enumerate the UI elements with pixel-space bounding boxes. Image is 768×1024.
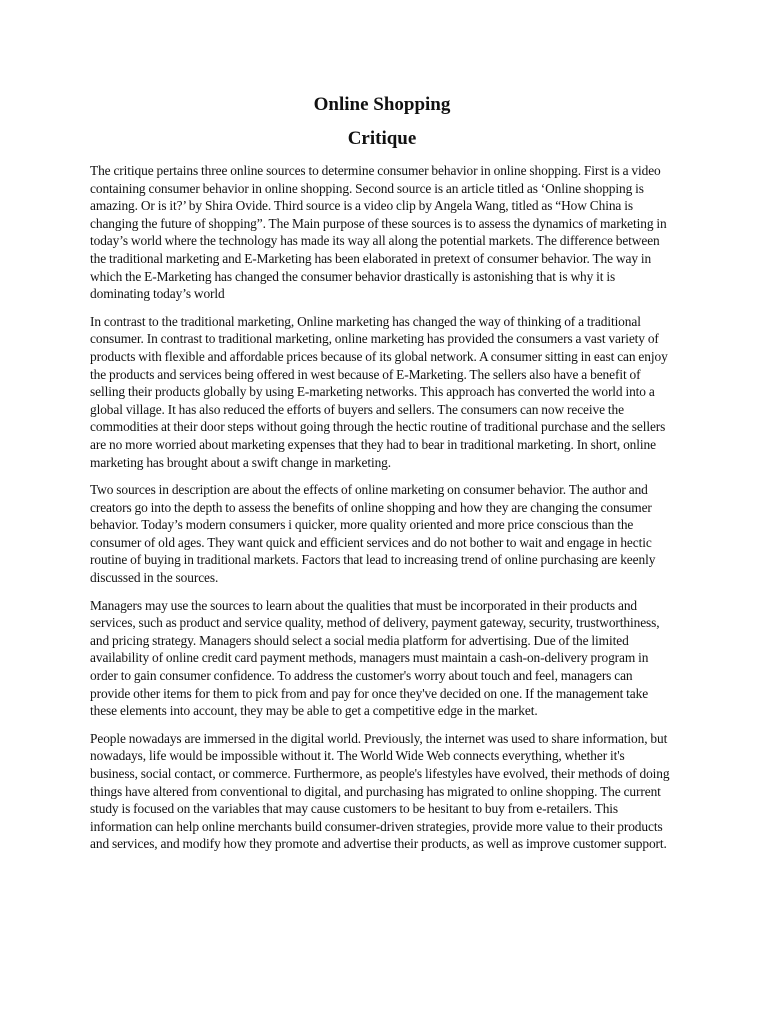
paragraph-1: The critique pertains three online sources to determine consumer behavior in online shopping. First is a video containing consumer behavior in online shopping. Second source is an article titled as ‘Online shopping is amazing. Or is it?’ by Shira Ovide. Third source is a video clip by Angela Wang, titled as “How China is changing the future of shopping”. The Main purpose of these sources is to assess the dynamics of marketing in today’s world where the technology has made its way all along the potential markets. The difference between the traditional marketing and E-Marketing has been elaborated in pretext of consumer behavior. The way in which the E-Marketing has changed the consumer behavior drastically is astonishing that is why it is dominating today’s world [90, 163, 667, 302]
document-title: Online Shopping [313, 94, 451, 115]
paragraph-4: Managers may use the sources to learn about the qualities that must be incorporated in their products and services, such as product and service quality, method of delivery, payment gateway, security, trustworthiness, and pricing strategy. Managers should select a social media platform for advertising. Due of the limited availability of online credit card payment methods, managers must maintain a cash-on-delivery program in order to gain consumer confidence. To address the customer's worry about touch and feel, managers can provide other items for them to pick from and pay for once they've decided on one. If the management take these elements into account, they may be able to get a competitive edge in the market. [90, 597, 660, 719]
paragraph-3: Two sources in description are about the effects of online marketing on consumer behavior. The author and creators go into the depth to assess the benefits of online shopping and how they are changing the consumer behavior. Today’s modern consumers i quicker, more quality oriented and more price conscious than the consumer of old ages. They want quick and efficient services and do not bother to wait and engage in hectic routine of buying in traditional markets. Factors that lead to increasing trend of online purchasing are keenly discussed in the sources. [90, 482, 656, 586]
paragraph-5: People nowadays are immersed in the digital world. Previously, the internet was used to share information, but nowadays, life would be impossible without it. The World Wide Web connects everything, whether it's business, social contact, or commerce. Furthermore, as people's lifestyles have evolved, their methods of doing things have altered from conventional to digital, and purchasing has migrated to online shopping. The current study is focused on the variables that may cause customers to be hesitant to buy from e-retailers. This information can help online merchants build consumer-driven strategies, provide more value to their products and services, and modify how they promote and advertise their products, as well as improve customer support. [90, 730, 670, 852]
paragraph-2: In contrast to the traditional marketing, Online marketing has changed the way of thinking of a traditional consumer. In contrast to traditional marketing, online marketing has provided the consumers a vast variety of products with flexible and affordable prices because of its global network. A consumer sitting in east can enjoy the products and services being offered in west because of E-Marketing. The sellers also have a benefit of selling their products globally by using E-marketing networks. This approach has converted the world into a global village. It has also reduced the efforts of buyers and sellers. The consumers can now receive the commodities at their door steps without going through the hectic routine of traditional purchase and the sellers are no more worried about marketing expenses that they had to bear in traditional marketing. In short, online marketing has brought about a swift change in marketing. [90, 313, 668, 470]
document-page [90, 92, 674, 863]
document-subtitle: Critique [347, 128, 417, 149]
